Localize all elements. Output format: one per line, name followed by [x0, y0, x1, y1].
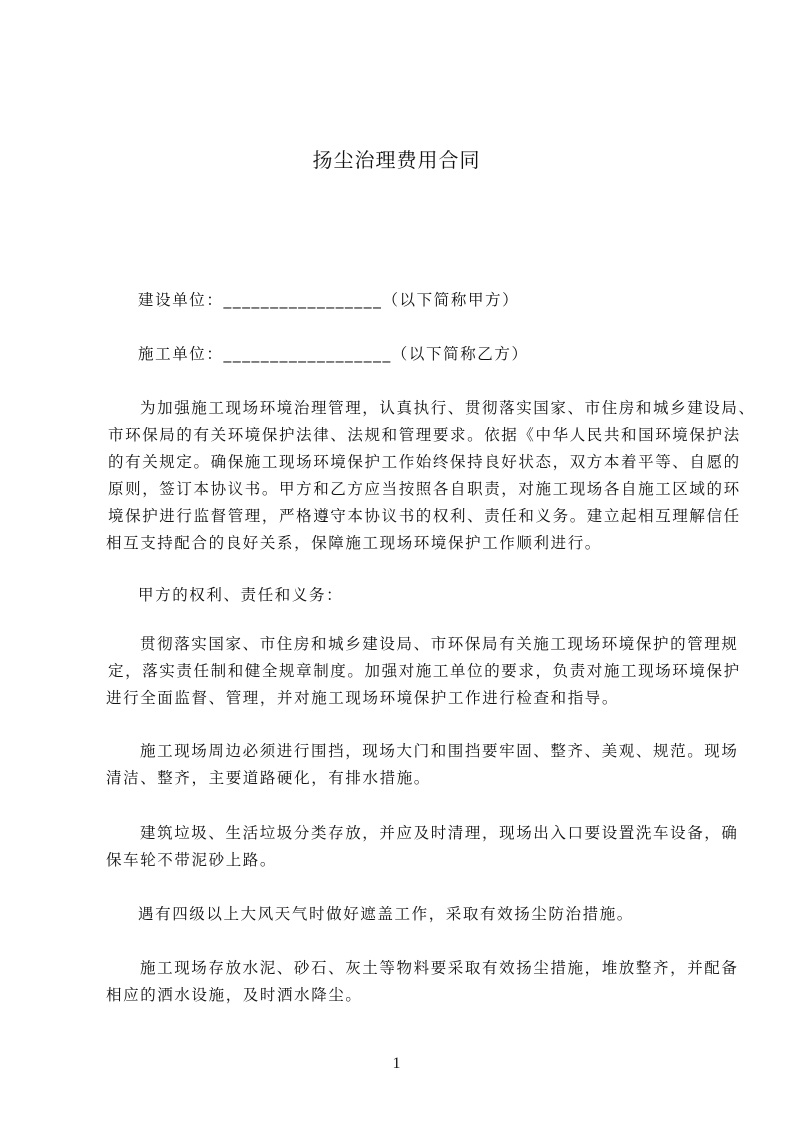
- text-line: 清洁、整齐，主要道路硬化，有排水措施。: [106, 769, 431, 787]
- text-line: 相应的洒水设施，及时洒水降尘。: [106, 986, 363, 1004]
- text-line: 贯彻落实国家、市住房和城乡建设局、市环保局有关施工现场环境保护的管理规: [140, 635, 739, 653]
- text-line: 定，落实责任制和健全规章制度。加强对施工单位的要求，负责对施工现场环境保护: [108, 662, 741, 680]
- text-line: 建筑垃圾、生活垃圾分类存放，并应及时清理，现场出入口要设置洗车设备，确: [140, 824, 739, 842]
- text-line: 市环保局的有关环境保护法律、法规和管理要求。依据《中华人民共和国环境保护法: [108, 426, 741, 444]
- party-b-line: 施工单位：__________________（以下简称乙方）: [138, 345, 529, 363]
- page-number: 1: [392, 1055, 401, 1072]
- document-title: 扬尘治理费用合同: [312, 148, 481, 172]
- section-heading: 甲方的权利、责任和义务：: [138, 586, 344, 604]
- text-line: 的有关规定。确保施工现场环境保护工作始终保持良好状态，双方本着平等、自愿的: [108, 453, 741, 471]
- text-line: 境保护进行监督管理，严格遵守本协议书的权利、责任和义务。建立起相互理解信任: [108, 507, 741, 525]
- party-a-line: 建设单位：_________________（以下简称甲方）: [138, 291, 520, 309]
- paragraph-duty-4: 遇有四级以上大风天气时做好遮盖工作，采取有效扬尘防治措施。: [138, 905, 634, 923]
- text-line: 原则，签订本协议书。甲方和乙方应当按照各自职责，对施工现场各自施工区域的环: [108, 480, 741, 498]
- text-line: 进行全面监督、管理，并对施工现场环境保护工作进行检查和指导。: [106, 689, 620, 707]
- text-line: 为加强施工现场环境治理管理，认真执行、贯彻落实国家、市住房和城乡建设局、: [140, 399, 756, 417]
- text-line: 相互支持配合的良好关系，保障施工现场环境保护工作顺利进行。: [106, 534, 602, 552]
- text-line: 保车轮不带泥砂上路。: [106, 851, 278, 869]
- text-line: 施工现场存放水泥、砂石、灰土等物料要采取有效扬尘措施，堆放整齐，并配备: [140, 959, 739, 977]
- text-line: 施工现场周边必须进行围挡，现场大门和围挡要牢固、整齐、美观、规范。现场: [140, 742, 739, 760]
